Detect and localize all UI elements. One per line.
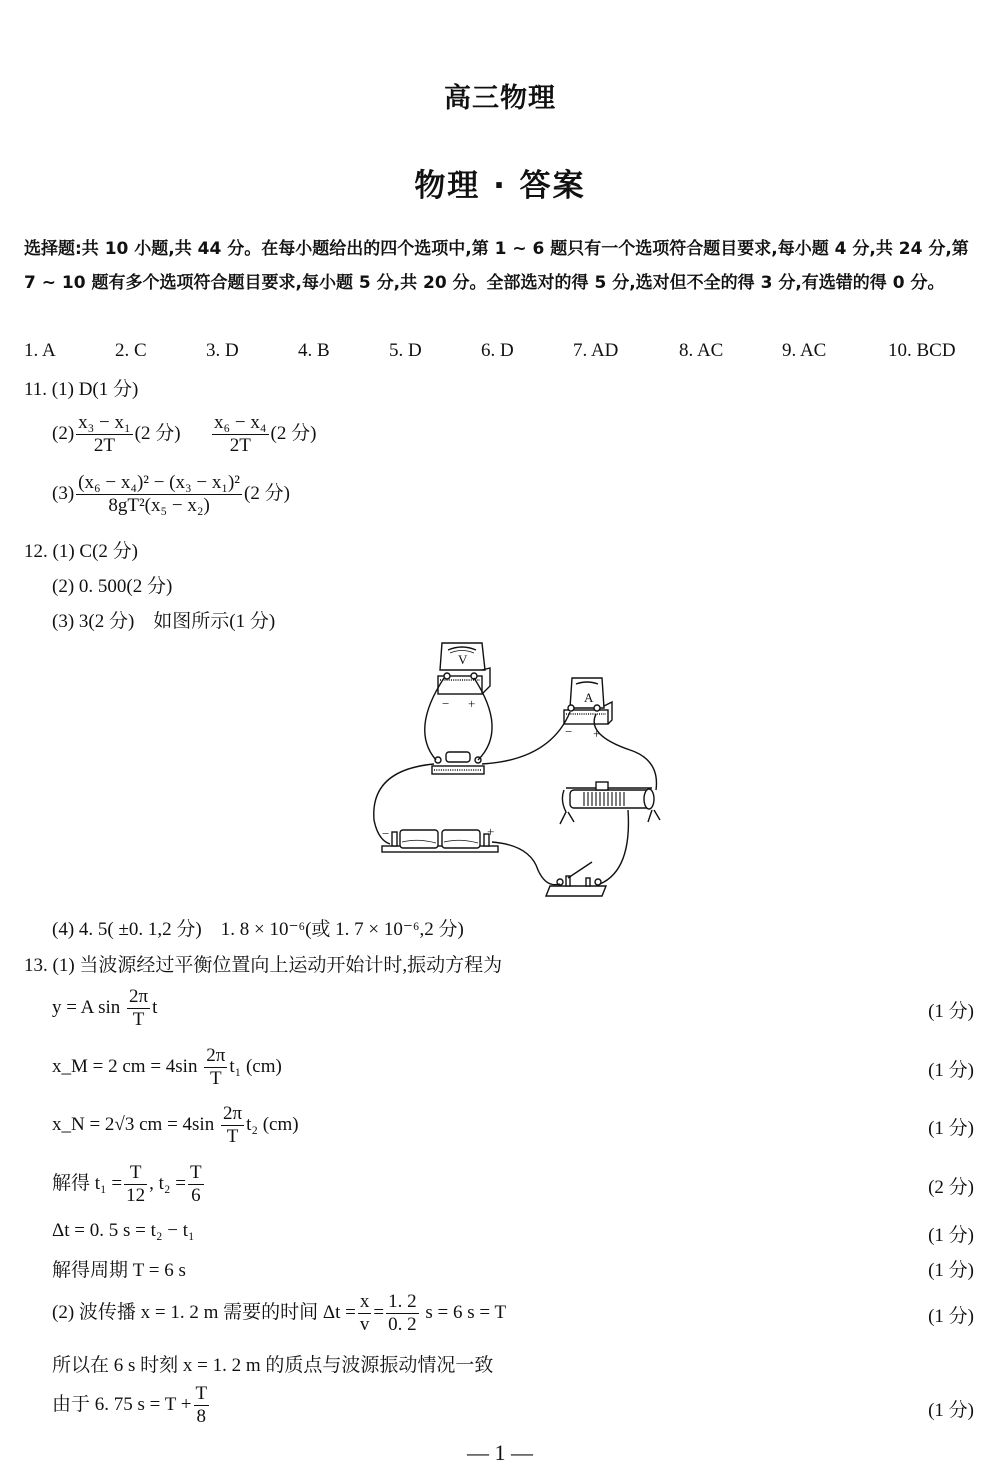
q13-eq3: x_N = 2√3 cm = 4sin $\frac{2\pi}{T}$ t₂ (cm) [52,1103,299,1147]
voltmeter-minus: − [442,696,450,711]
answer-title: 物理 · 答案 [414,168,586,204]
q13-eq8: 所以在 6 s 时刻 x = 1. 2 m 的质点与波源振动情况一致 [52,1355,494,1376]
battery-plus: + [487,824,495,839]
q11-part1: 11. (1) D(1 分) [24,379,139,400]
exam-title: 高三物理 [444,83,556,114]
wire [594,714,656,790]
q11-fraction-1: $\frac{\text{x₃ − x₁}}{2T}$ [78,412,131,456]
q11-part3: (3) $\frac{\text{(x₆ − x₄)² − (x₃ − x₁)²}}{\text{8gT²(x₅ − x₂)}}$ (2 分) [52,472,290,516]
q13-eq7: (2) 波传播 x = 1. 2 m 需要的时间 Δt = $\frac{x}{v}$ = $\frac{1. 2}{0. 2}$ s = 6 s = T [52,1291,507,1335]
q13-part1-intro: 13. (1) 当波源经过平衡位置向上运动开始计时,振动方程为 [24,955,503,976]
ammeter-plus: + [593,726,601,741]
q12-part1: 12. (1) C(2 分) [24,541,138,562]
score: (1 分) [928,1001,974,1022]
score: (1 分) [928,1306,974,1327]
q13-eq4: 解得 t₁ = $\frac{T}{12}$ , t₂ = $\frac{T}{6}$ [52,1162,202,1206]
voltmeter-label: V [458,652,468,667]
q12-part3: (3) 3(2 分) 如图所示(1 分) [52,611,276,632]
score: (1 分) [928,1400,974,1421]
score: (1 分) [928,1225,974,1246]
voltmeter-plus: + [468,696,476,711]
wire [492,842,560,885]
q13-eq1: y = A sin $\frac{2\pi}{T}$ t [52,986,158,1030]
q11-part2: (2) $\frac{\text{x₃ − x₁}}{2T}$ (2 分) $\frac{\text{x₆ − x₄}}{2T}$ (2 分) [52,412,317,456]
q13-eq5: Δt = 0. 5 s = t₂ − t₁ [52,1220,195,1241]
mc-answer: 1. A [24,340,56,361]
ammeter-label: A [584,690,594,705]
rheostat-icon [560,782,660,824]
mc-answer: 4. B [298,340,330,361]
wire [600,810,628,884]
mc-answer: 8. AC [679,340,724,361]
q11-fraction-3: $\frac{\text{(x₆ − x₄)² − (x₃ − x₁)²}}{\text{8gT²(x₅ − x₂)}}$ [78,472,240,516]
voltmeter-icon [438,643,490,694]
mc-answer: 7. AD [573,340,619,361]
mc-answer: 6. D [481,340,514,361]
q13-eq2: x_M = 2 cm = 4sin $\frac{2\pi}{T}$ t₁ (cm) [52,1045,282,1089]
score: (2 分) [928,1177,974,1198]
mc-answer: 5. D [389,340,422,361]
circuit-diagram [360,640,680,910]
battery-icon [382,830,498,852]
q12-part4: (4) 4. 5( ±0. 1,2 分) 1. 8 × 10⁻⁶(或 1. 7 × 10⁻⁶,2 分) [52,919,464,940]
score: (1 分) [928,1260,974,1281]
ammeter-minus: − [565,724,573,739]
q11-fraction-2: $\frac{\text{x₆ − x₄}}{2T}$ [214,412,267,456]
mc-answer: 3. D [206,340,239,361]
mc-answer: 9. AC [782,340,827,361]
score: (1 分) [928,1118,974,1139]
resistance-wire-icon [432,752,484,774]
mc-answer: 2. C [115,340,147,361]
battery-minus: − [382,826,390,841]
q13-eq6: 解得周期 T = 6 s [52,1260,186,1281]
q12-part2: (2) 0. 500(2 分) [52,576,173,597]
page-number: — 1 — [467,1440,533,1465]
wire [482,712,573,764]
switch-icon [546,862,606,896]
mc-answer: 10. BCD [888,340,956,361]
multiple-choice-instructions: 选择题:共 10 小题,共 44 分。在每小题给出的四个选项中,第 1 ~ 6 题只有一个选项符合题目要求,每小题 4 分,共 24 分,第 7 ~ 10 题有多个选项符合题目要求,每小题 5 分,共 20 分。全部选对的得 5 分,选对但不全的得 3 分,有选错的得 0 分。 [24,239,969,293]
score: (1 分) [928,1060,974,1081]
q13-eq9: 由于 6. 75 s = T + $\frac{T}{8}$ [52,1383,208,1427]
multiple-choice-answers [24,340,984,366]
